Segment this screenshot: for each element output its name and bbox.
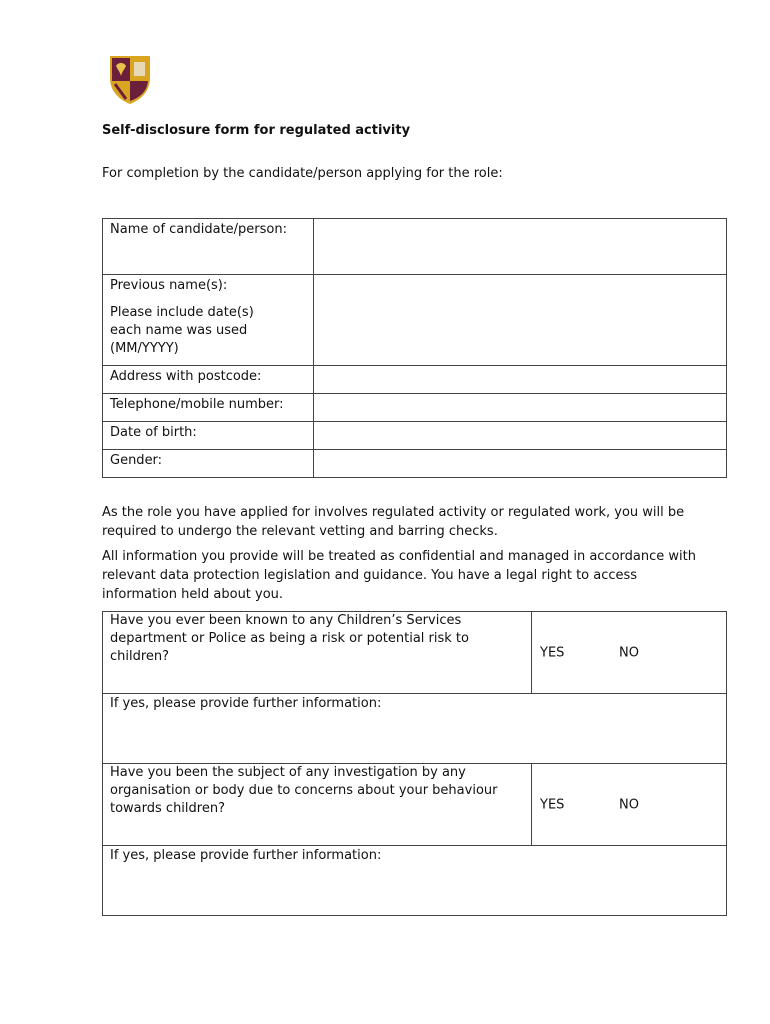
question-1: Have you ever been known to any Children’s Services department or Police as being a risk or potential risk to children? xyxy=(110,613,469,664)
address-label: Address with postcode: xyxy=(110,369,262,384)
q1-followup-field[interactable] xyxy=(103,694,727,764)
question-2: Have you been the subject of any investigation by any organisation or body due to concerns about your behaviour towards children? xyxy=(110,765,498,816)
q1-no-option[interactable]: NO xyxy=(619,645,639,660)
questions-table xyxy=(102,611,727,916)
q2-followup-field[interactable] xyxy=(103,846,727,916)
dob-label: Date of birth: xyxy=(110,425,197,440)
gender-field[interactable] xyxy=(314,450,727,478)
gender-label: Gender: xyxy=(110,453,163,468)
vetting-paragraph: As the role you have applied for involves regulated activity or regulated work, you will be required to undergo the relevant vetting and barring checks. xyxy=(102,505,685,539)
form-intro: For completion by the candidate/person applying for the role: xyxy=(102,166,503,181)
name-label: Name of candidate/person: xyxy=(110,222,287,237)
form-title: Self-disclosure form for regulated activity xyxy=(102,123,411,138)
previous-names-field[interactable] xyxy=(314,275,727,366)
candidate-details-table xyxy=(102,218,727,478)
dob-field[interactable] xyxy=(314,422,727,450)
q2-no-option[interactable]: NO xyxy=(619,797,639,812)
school-crest-icon xyxy=(106,54,154,106)
address-field[interactable] xyxy=(314,366,727,394)
previous-names-label: Previous name(s): xyxy=(110,278,228,293)
q2-yes-option[interactable]: YES xyxy=(540,797,565,812)
q1-yes-option[interactable]: YES xyxy=(540,645,565,660)
name-field[interactable] xyxy=(314,219,727,275)
telephone-field[interactable] xyxy=(314,394,727,422)
q2-followup-label: If yes, please provide further information: xyxy=(110,848,382,863)
q1-followup-label: If yes, please provide further information: xyxy=(110,696,382,711)
telephone-label: Telephone/mobile number: xyxy=(110,397,284,412)
previous-names-note: Please include date(s) each name was used (MM/YYYY) xyxy=(110,305,254,356)
confidentiality-paragraph: All information you provide will be treated as confidential and managed in accordance with relevant data protection legislation and guidance. You have a legal right to access information held about you. xyxy=(102,549,696,602)
